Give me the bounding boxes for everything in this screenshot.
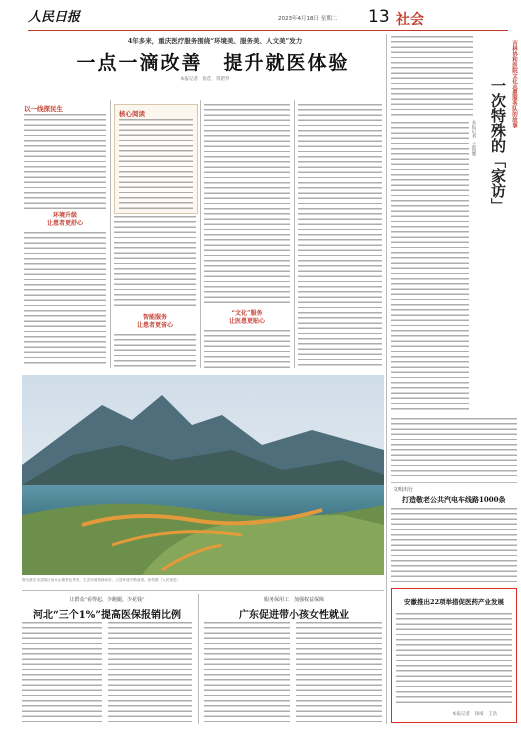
article-text-block bbox=[296, 622, 382, 724]
article-text-block bbox=[391, 418, 517, 476]
article-text-block bbox=[24, 114, 106, 210]
article-text-block bbox=[22, 622, 102, 724]
sidebar-byline: 本报记者 孟海鹰 bbox=[471, 120, 476, 156]
column-divider bbox=[200, 100, 201, 368]
story-kicker: 让群众“看得起、少跑腿、少花钱” bbox=[69, 597, 145, 603]
landscape-photo bbox=[22, 375, 384, 575]
column-title: 以一线探民生 bbox=[24, 105, 63, 113]
article-text-block bbox=[298, 104, 382, 368]
article-text-block bbox=[114, 216, 196, 308]
lead-subheadline: 4年多来，重庆医疗服务围绕“环境美、服务美、人文美”发力 bbox=[127, 37, 303, 45]
article-text-block bbox=[119, 119, 193, 209]
article-text-block bbox=[108, 622, 192, 724]
article-text-block bbox=[24, 232, 106, 367]
section-subtitle: 智能服务 让患者更省心 bbox=[136, 314, 173, 329]
issue-date: 2023年4月18日 星期二 bbox=[278, 16, 338, 22]
core-reading-box bbox=[114, 104, 198, 214]
article-text-block bbox=[204, 622, 290, 724]
story-headline: 河北“三个1%”提高医保报销比例 bbox=[33, 610, 181, 621]
photo-caption: 图为重庆市武隆区仙女山镇景色秀美，生态环境持续向好，人居环境不断改善。彭奕摄（人民视觉） bbox=[22, 578, 181, 582]
masthead bbox=[28, 6, 508, 31]
landscape-photo-illustration bbox=[22, 375, 384, 575]
lead-headline: 一点一滴改善 提升就医体验 bbox=[76, 52, 350, 74]
article-text-block bbox=[396, 613, 512, 705]
story-headline: 广东促进带小孩女性就业 bbox=[239, 610, 349, 621]
note-kicker: 文明出行 bbox=[393, 487, 414, 493]
box-title: 核心阅读 bbox=[119, 110, 145, 118]
section-name: 社会 bbox=[396, 12, 424, 28]
highlighted-article[interactable] bbox=[391, 588, 517, 723]
newspaper-logo: 人民日报 bbox=[28, 10, 81, 25]
page-number: 13 bbox=[368, 7, 390, 27]
sidebar-headline: 一次特殊的「家访」 bbox=[489, 78, 507, 213]
column-divider bbox=[294, 100, 295, 368]
article-text-block bbox=[204, 330, 290, 368]
section-subtitle: 环境升级 让患者更舒心 bbox=[46, 212, 83, 227]
article-text-block bbox=[204, 104, 290, 304]
column-divider bbox=[198, 594, 199, 724]
article-text-block bbox=[114, 334, 196, 368]
column-divider bbox=[386, 34, 387, 724]
highlighted-headline: 安徽推出22项举措促医药产业发展 bbox=[403, 598, 505, 606]
highlighted-byline: 本报记者 徐靖 王浩 bbox=[452, 712, 497, 717]
section-subtitle: “文化”服务 让医患更贴心 bbox=[228, 310, 265, 325]
story-kicker: 服务保用工 加强权益保障 bbox=[263, 597, 324, 603]
lead-byline: 本报记者 崔佳 常碧罗 bbox=[180, 77, 230, 82]
article-text-block bbox=[391, 36, 473, 116]
section-divider bbox=[22, 590, 384, 591]
article-text-block bbox=[391, 508, 517, 584]
column-divider bbox=[110, 100, 111, 368]
section-divider bbox=[391, 482, 517, 483]
sidebar-kicker: 吉林协和医院文化志愿服务队的故事 bbox=[511, 40, 517, 128]
note-headline: 打造敬老公共汽电车线路1000条 bbox=[402, 495, 506, 504]
article-text-block bbox=[391, 122, 469, 412]
